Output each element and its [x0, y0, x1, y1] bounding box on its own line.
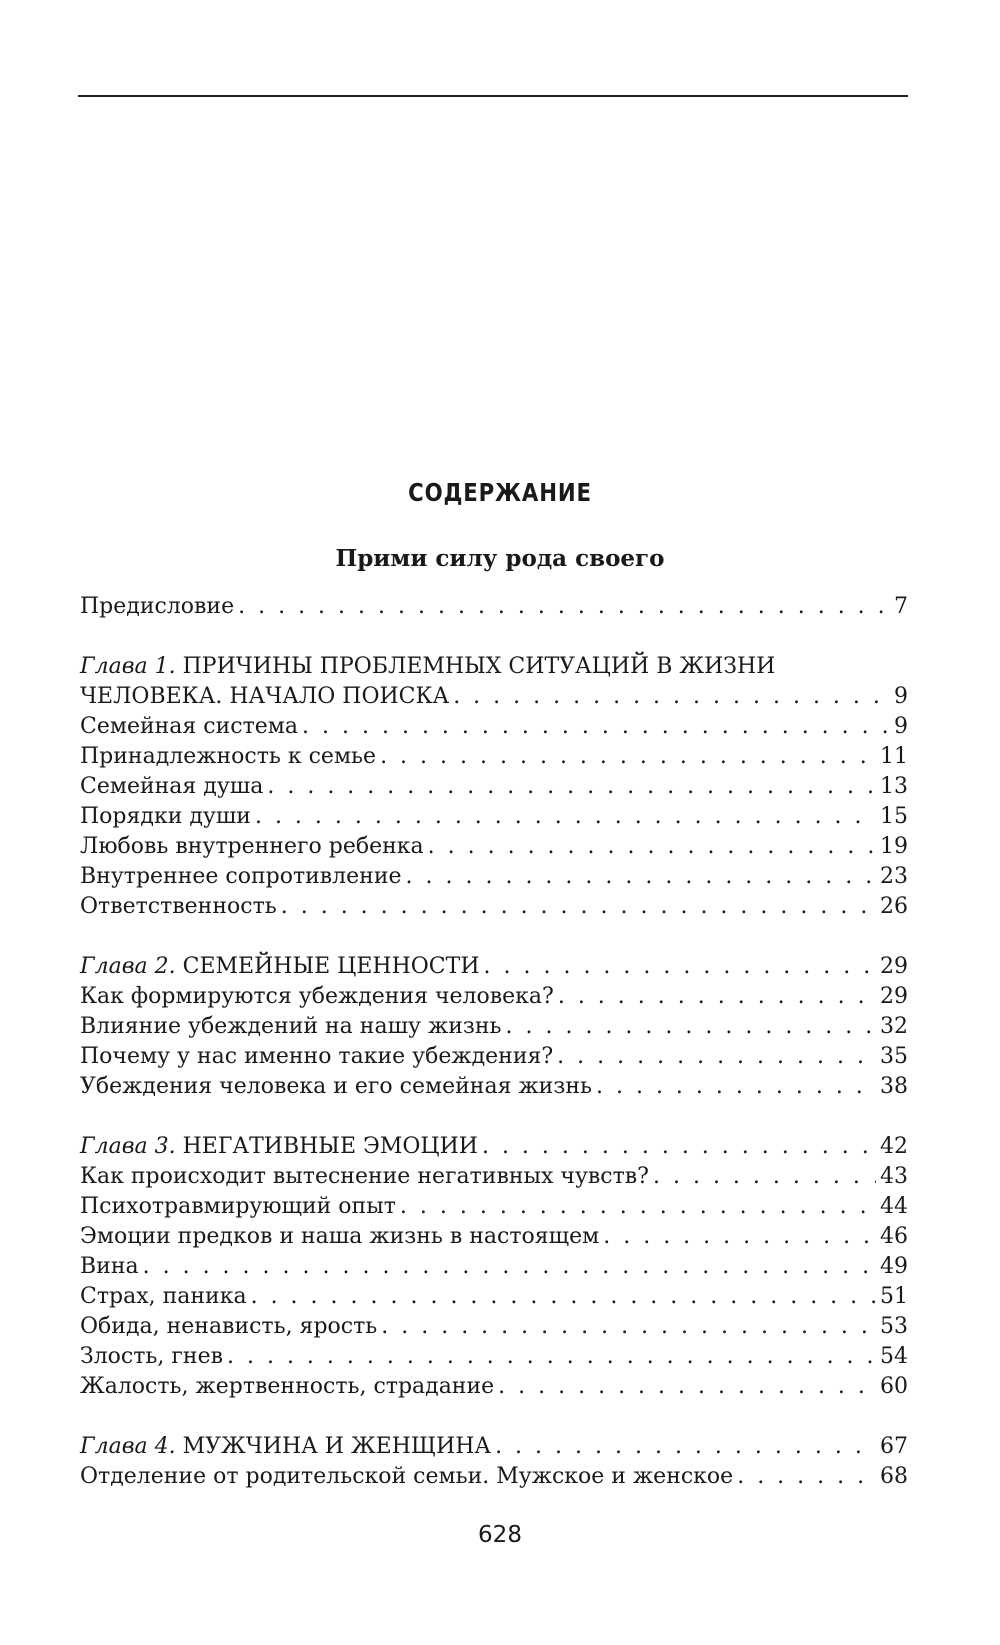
leader-dots: [737, 1462, 876, 1492]
entry-label: Почему у нас именно такие убеждения?: [80, 1044, 554, 1069]
chapter-heading-text: [80, 1432, 491, 1462]
entry-label: Предисловие: [80, 594, 235, 619]
entry-page: 26: [880, 894, 908, 919]
entry-page: 60: [880, 1374, 908, 1399]
chapter-title: МУЖЧИНА И ЖЕНЩИНА: [182, 1434, 492, 1459]
entry-page: 9: [894, 714, 908, 739]
leader-dots: [557, 1042, 876, 1072]
chapter-2-heading[interactable]: [80, 952, 908, 982]
chapter-title: ПРИЧИНЫ ПРОБЛЕМНЫХ СИТУАЦИЙ В ЖИЗНИ: [182, 654, 776, 679]
leader-dots: [506, 1012, 876, 1042]
entry-page: 54: [880, 1344, 908, 1369]
leader-dots: [302, 712, 890, 742]
entry-label: Обида, ненависть, ярость: [80, 1314, 378, 1339]
entry-label: Влияние убеждений на нашу жизнь: [80, 1014, 502, 1039]
entry-label: Убеждения человека и его семейная жизнь: [80, 1074, 592, 1099]
entry-page: 23: [880, 864, 908, 889]
entry-page: 53: [880, 1314, 908, 1339]
entry-page: 7: [894, 594, 908, 619]
chapter-label: Глава 1.: [80, 654, 176, 679]
toc-entry[interactable]: [80, 892, 908, 922]
toc-entry[interactable]: [80, 1162, 908, 1192]
entry-page: 42: [880, 1134, 908, 1159]
leader-dots: [558, 982, 876, 1012]
entry-page: 11: [880, 744, 908, 769]
leader-dots: [251, 1282, 876, 1312]
toc-entry[interactable]: [80, 1072, 908, 1102]
leader-dots: [381, 1312, 876, 1342]
entry-label: Принадлежность к семье: [80, 744, 377, 769]
entry-label: Внутреннее сопротивление: [80, 864, 402, 889]
leader-dots: [653, 1162, 876, 1192]
entry-page: 46: [880, 1224, 908, 1249]
entry-page: 43: [880, 1164, 908, 1189]
toc-entry-preface[interactable]: [80, 592, 908, 622]
leader-dots: [603, 1222, 876, 1252]
chapter-label: Глава 3.: [80, 1134, 176, 1159]
leader-dots: [400, 1192, 876, 1222]
leader-dots: [255, 802, 876, 832]
leader-dots: [495, 1432, 876, 1462]
leader-dots: [238, 592, 890, 622]
toc-entry[interactable]: [80, 1042, 908, 1072]
chapter-1-heading-cont[interactable]: [80, 682, 908, 712]
chapter-label: Глава 4.: [80, 1434, 176, 1459]
entry-page: 29: [880, 984, 908, 1009]
toc-entry[interactable]: [80, 1462, 908, 1492]
entry-label: Страх, паника: [80, 1284, 247, 1309]
toc-entry[interactable]: [80, 982, 908, 1012]
leader-dots: [406, 862, 876, 892]
chapter-title-cont: ЧЕЛОВЕКА. НАЧАЛО ПОИСКА: [80, 684, 450, 709]
toc-entry[interactable]: [80, 772, 908, 802]
toc-entry[interactable]: [80, 832, 908, 862]
toc-entry[interactable]: [80, 1192, 908, 1222]
toc-entry[interactable]: [80, 802, 908, 832]
entry-label: Ответственность: [80, 894, 277, 919]
leader-dots: [596, 1072, 876, 1102]
leader-dots: [281, 892, 876, 922]
chapter-title: НЕГАТИВНЫЕ ЭМОЦИИ: [182, 1134, 478, 1159]
leader-dots: [453, 682, 890, 712]
toc-entry[interactable]: [80, 862, 908, 892]
toc-heading: СОДЕРЖАНИЕ: [408, 478, 592, 507]
entry-page: 68: [880, 1464, 908, 1489]
entry-page: 67: [880, 1434, 908, 1459]
toc-entry[interactable]: [80, 1312, 908, 1342]
chapter-4-heading[interactable]: [80, 1432, 908, 1462]
leader-dots: [428, 832, 876, 862]
entry-page: 29: [880, 954, 908, 979]
entry-page: 51: [880, 1284, 908, 1309]
page-number: 628: [478, 1522, 522, 1548]
entry-label: Семейная система: [80, 714, 299, 739]
entry-label: Психотравмирующий опыт: [80, 1194, 396, 1219]
entry-page: 49: [880, 1254, 908, 1279]
toc-entry[interactable]: [80, 1222, 908, 1252]
entry-page: 38: [880, 1074, 908, 1099]
leader-dots: [498, 1372, 876, 1402]
entry-label: Злость, гнев: [80, 1344, 223, 1369]
toc-entry[interactable]: [80, 742, 908, 772]
leader-dots: [227, 1342, 876, 1372]
toc-entry[interactable]: [80, 1282, 908, 1312]
entry-page: 35: [880, 1044, 908, 1069]
entry-label: Порядки души: [80, 804, 251, 829]
chapter-3-heading[interactable]: [80, 1132, 908, 1162]
chapter-1-heading[interactable]: [80, 652, 908, 682]
chapter-heading-text: [80, 1132, 478, 1162]
leader-dots: [484, 952, 876, 982]
entry-page: 15: [880, 804, 908, 829]
entry-label: Семейная душа: [80, 774, 264, 799]
toc-entry[interactable]: [80, 712, 908, 742]
entry-page: 32: [880, 1014, 908, 1039]
chapter-title: СЕМЕЙНЫЕ ЦЕННОСТИ: [182, 954, 480, 979]
entry-label: Вина: [80, 1254, 139, 1279]
entry-label: Как происходит вытеснение негативных чувств?: [80, 1164, 649, 1189]
leader-dots: [380, 742, 876, 772]
leader-dots: [267, 772, 876, 802]
book-title: Прими силу рода своего: [335, 545, 665, 572]
toc-entry[interactable]: [80, 1252, 908, 1282]
entry-page: 44: [880, 1194, 908, 1219]
entry-page: 9: [894, 684, 908, 709]
entry-page: 13: [880, 774, 908, 799]
entry-label: Отделение от родительской семьи. Мужское и женское: [80, 1464, 734, 1489]
entry-page: 19: [880, 834, 908, 859]
leader-dots: [143, 1252, 876, 1282]
toc-entry[interactable]: [80, 1342, 908, 1372]
header-rule: [78, 95, 908, 97]
entry-label: Эмоции предков и наша жизнь в настоящем: [80, 1224, 600, 1249]
toc-entry[interactable]: [80, 1372, 908, 1402]
table-of-contents: [80, 592, 908, 1492]
chapter-heading-text: [80, 952, 480, 982]
entry-label: Любовь внутреннего ребенка: [80, 834, 424, 859]
leader-dots: [482, 1132, 876, 1162]
entry-label: Жалость, жертвенность, страдание: [80, 1374, 495, 1399]
toc-entry[interactable]: [80, 1012, 908, 1042]
entry-label: Как формируются убеждения человека?: [80, 984, 554, 1009]
chapter-label: Глава 2.: [80, 954, 176, 979]
